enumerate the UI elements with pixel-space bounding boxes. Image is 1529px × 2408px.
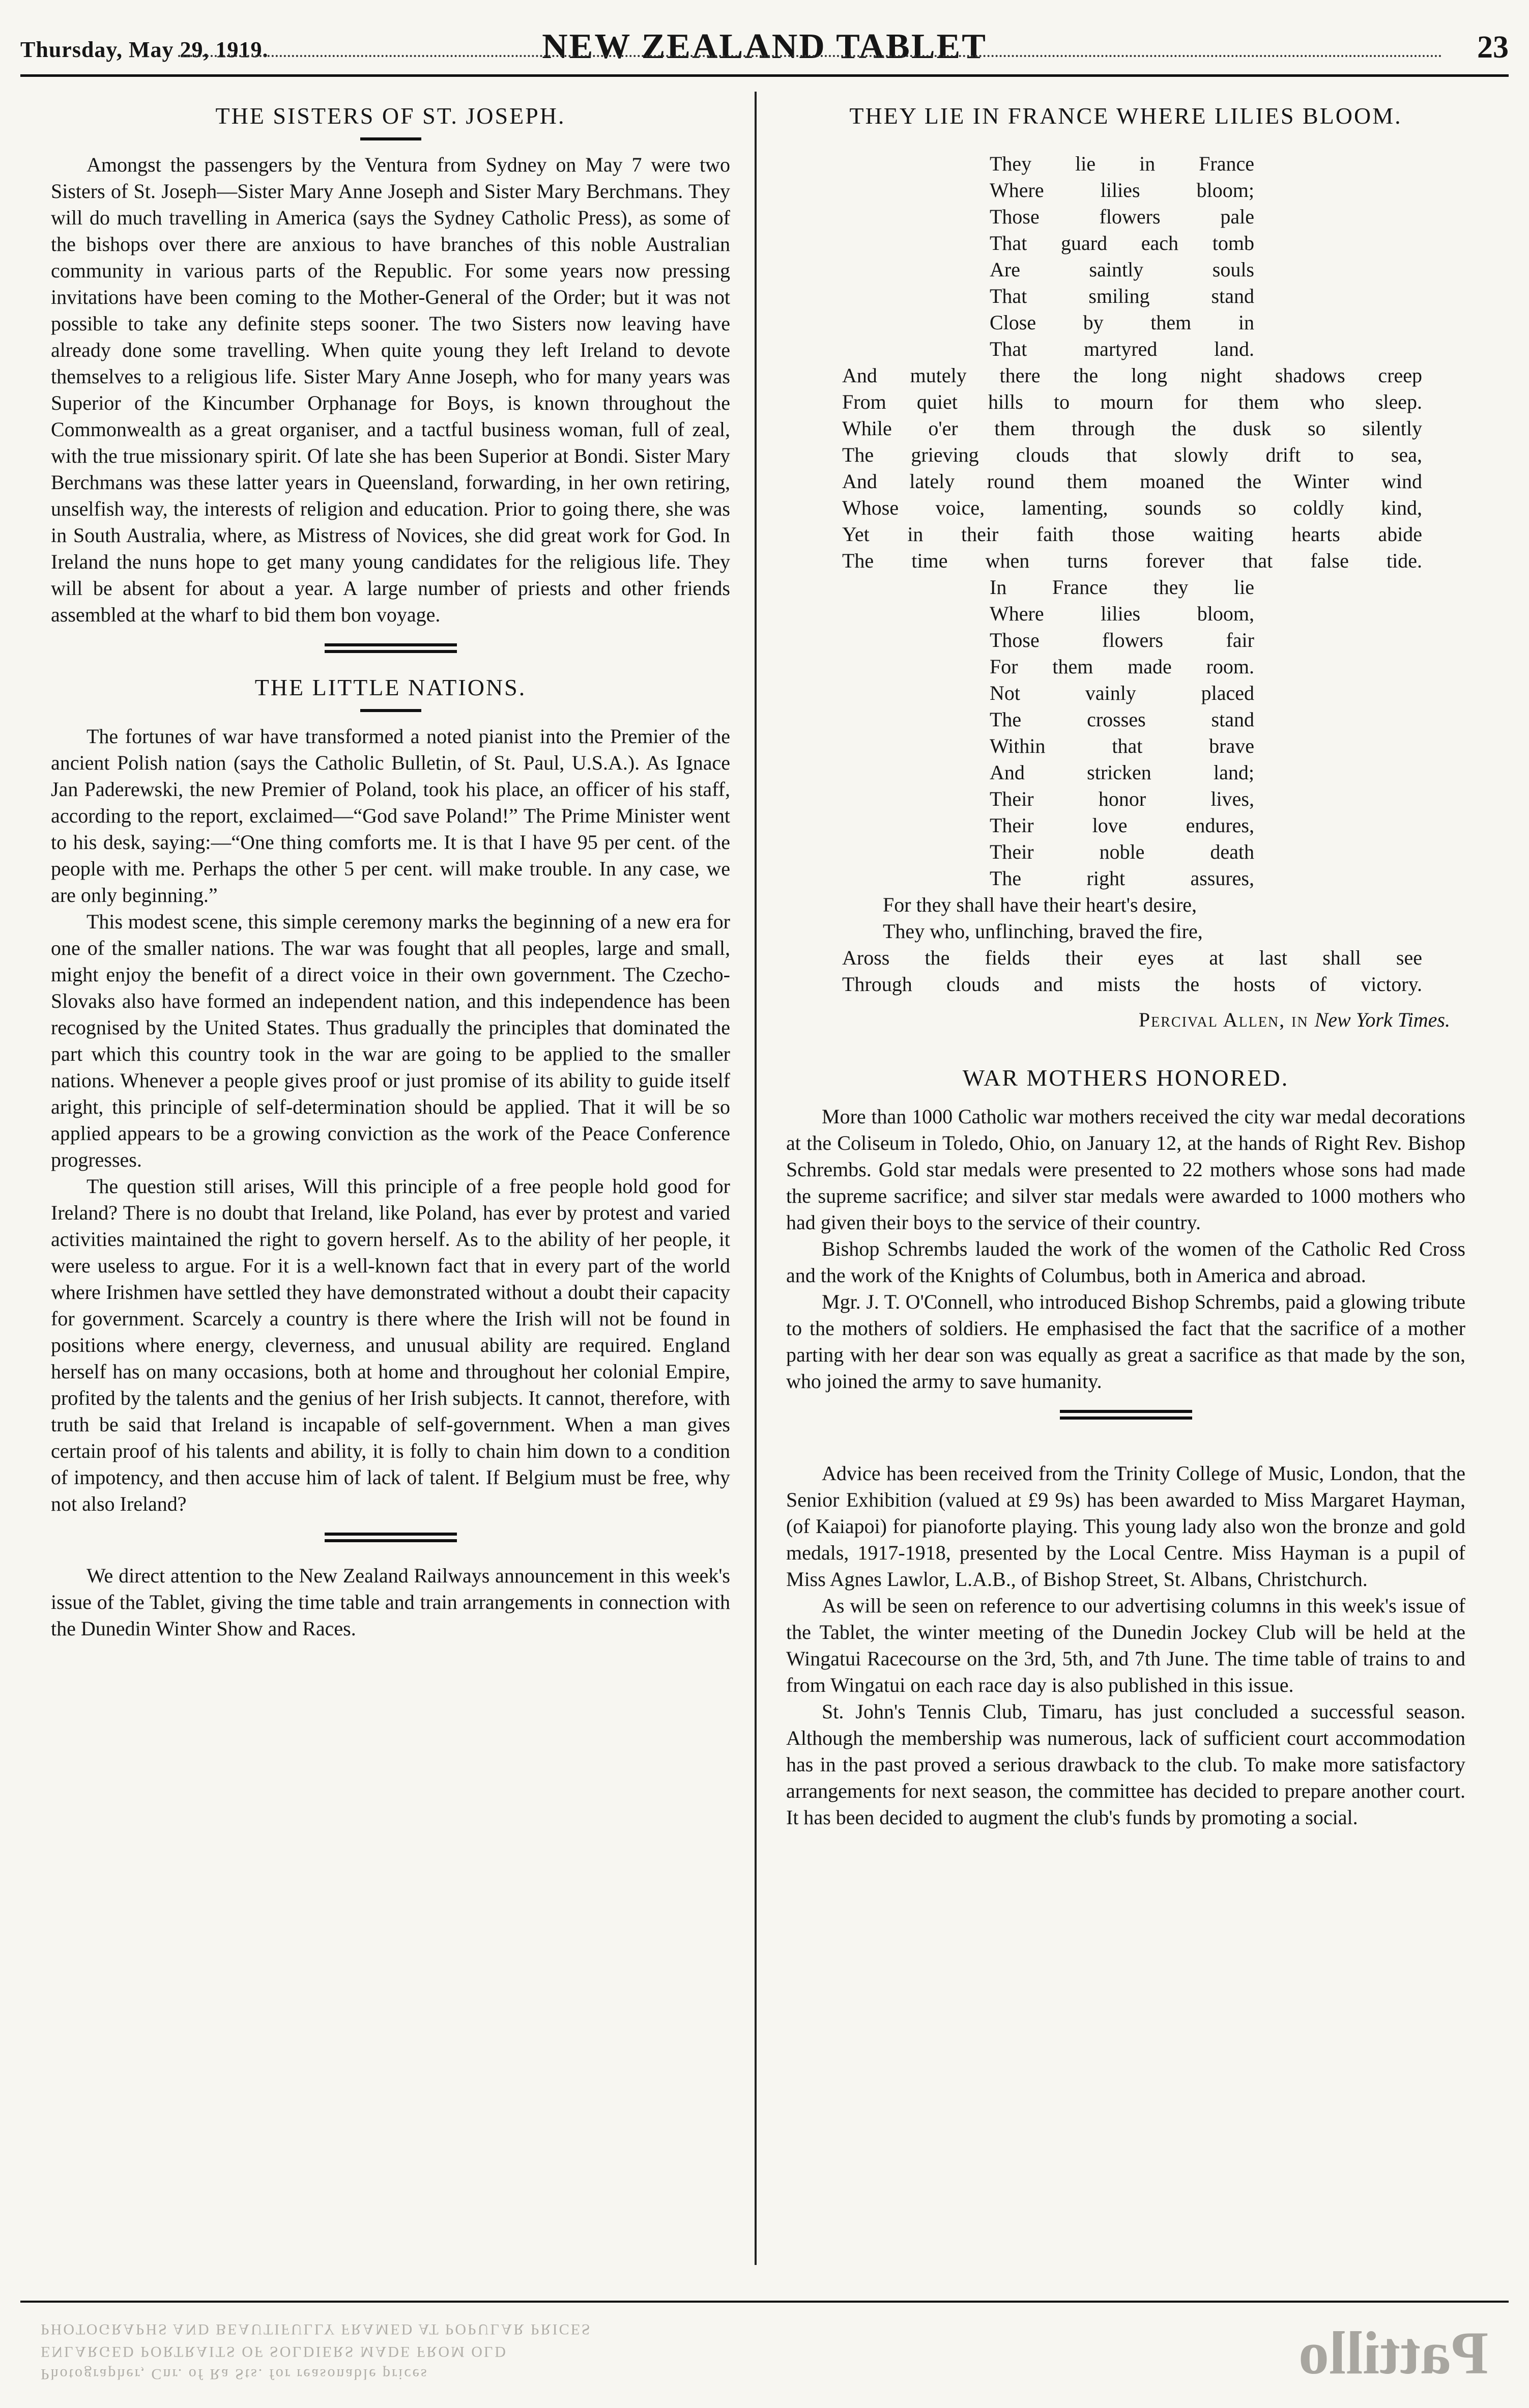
- poem-title: THEY LIE IN FRANCE WHERE LILIES BLOOM.: [849, 103, 1402, 129]
- poem-line: That guard each tomb: [990, 232, 1254, 254]
- poem-line: Where lilies bloom,: [990, 602, 1254, 625]
- header-date: Thursday, May 29, 1919.: [20, 37, 269, 62]
- poem-author: Percival Allen, in: [1138, 1008, 1309, 1031]
- masthead-title: NEW ZEALAND TABLET: [542, 27, 987, 66]
- left-column: [51, 102, 730, 1642]
- section-separator: [325, 643, 457, 653]
- poem-stanza-3: [990, 574, 1254, 892]
- page-number: 23: [1477, 30, 1509, 65]
- column-divider: [755, 92, 757, 2265]
- bleed-through-advertisement: [20, 2301, 1509, 2394]
- poem-line: For they shall have their heart's desire,: [883, 893, 1197, 916]
- article-paragraph: More than 1000 Catholic war mothers received the city war medal decorations at the Coliseum in Toledo, Ohio, on January 12, at the hands of Right Rev. Bishop Schrembs. Gold star medals were presented to 22 mothers whose sons had made the supreme sacrifice; and silver star medals were awarded to 1000 mothers who had given their boys to the service of their country.: [786, 1105, 1465, 1234]
- poem-line: Those flowers pale: [990, 205, 1254, 228]
- poem-line: Yet in their faith those waiting hearts abide: [842, 523, 1422, 546]
- article-paragraph: Bishop Schrembs lauded the work of the women of the Catholic Red Cross and the work of the Knights of Columbus, both in America and abroad.: [786, 1237, 1465, 1287]
- poem-line: Whose voice, lamenting, sounds so coldly kind,: [842, 496, 1422, 519]
- article-paragraph: We direct attention to the New Zealand Railways announcement in this week's issue of the Tablet, giving the time table and train arrangements in connection with the Dunedin Winter Show and Races.: [51, 1564, 730, 1640]
- poem-line: Are saintly souls: [990, 258, 1254, 281]
- poem-line: Close by them in: [990, 311, 1254, 334]
- article-paragraph: The question still arises, Will this principle of a free people hold good for Ireland? There is no doubt that Ireland, like Poland, has ever by protest and varied activities maintained the right to govern herself. As to the ability of her people, it were useless to argue. For it is a well-known fact that in every part of the world where Irishmen have settled they have demonstrated without a doubt their capacity for government. Scarcely a country is there where the Irish will not be found in positions where energy, cleverness, and unusual ability are required. England herself has on many occasions, both at home and throughout her colonial Empire, profited by the talents and the genius of her Irish subjects. It cannot, therefore, with truth be said that Ireland is incapable of self-government. When a man gives certain proof of his talents and ability, it is folly to chain him down to a condition of impotency, and then accuse him of lack of talent. If Belgium must be free, why not also Ireland?: [51, 1175, 730, 1515]
- article-paragraph: Advice has been received from the Trinity College of Music, London, that the Senior Exhibition (valued at £9 9s) has been awarded to Miss Margaret Hayman, (of Kaiapoi) for pianoforte playing. This young lady also won the bronze and gold medals, 1917-1918, presented by the Local Centre. Miss Hayman is a pupil of Miss Agnes Lawlor, L.A.B., of Bishop Street, St. Albans, Christchurch.: [786, 1462, 1465, 1591]
- article-little-nations: [51, 673, 730, 1517]
- poem-line: Through clouds and mists the hosts of victory.: [842, 973, 1422, 996]
- advertisement-line: PHOTOGRAPHS AND BEAUTIFULLY FRAMED AT POPULAR PRICES: [41, 2321, 592, 2338]
- poem-line: That martyred land.: [990, 337, 1254, 360]
- section-separator: [1060, 1410, 1192, 1420]
- article-paragraph: St. John's Tennis Club, Timaru, has just concluded a successful season. Although the membership was numerous, lack of sufficient court accommodation has in the past proved a serious drawback to the club. To make more satisfactory arrangements for next season, the committee has decided to prepare another court. It has been decided to augment the club's funds by promoting a social.: [786, 1700, 1465, 1829]
- article-railways-notice: [51, 1563, 730, 1642]
- header-rule: [20, 74, 1509, 77]
- poem-line: They lie in France: [990, 152, 1254, 175]
- article-war-mothers-honored: [786, 1064, 1465, 1395]
- poem-they-lie-in-france: [786, 102, 1465, 1033]
- poem-line: The grieving clouds that slowly drift to sea,: [842, 443, 1422, 466]
- right-column: [786, 102, 1465, 1831]
- advertisement-brand: Pattillo: [1298, 2319, 1488, 2387]
- poem-line: Aross the fields their eyes at last shall see: [842, 946, 1422, 969]
- article-paragraph: This modest scene, this simple ceremony marks the beginning of a new era for one of the smaller nations. The war was fought that all peoples, large and small, might enjoy the benefit of a direct voice in their own government. The Czecho-Slovaks also have formed an independent nation, and this independence has been recognised by the United States. Thus gradually the principles that dominated the part which this country took in the war are going to be applied to the smaller nations. Whenever a people gives proof or just promise of its ability to guide itself aright, this principle of self-determination should be applied. That it will be so applied appears to be a growing conviction as the work of the Peace Conference progresses.: [51, 910, 730, 1171]
- poem-stanza-2: [786, 362, 1422, 574]
- advertisement-text: [41, 2318, 1160, 2385]
- advertisement-line: Photographer, Cnr. of Ra Sts. for reasonable prices: [41, 2366, 428, 2383]
- article-paragraph: As will be seen on reference to our advertising columns in this week's issue of the Tablet, the winter meeting of the Dunedin Jockey Club will be held at the Wingatui Racecourse on the 3rd, 5th, and 7th June. The time table of trains to and from Wingatui on each race day is also published in this issue.: [786, 1594, 1465, 1696]
- article-title: THE LITTLE NATIONS.: [254, 674, 527, 700]
- article-local-notes: [786, 1460, 1465, 1831]
- poem-line: And lately round them moaned the Winter wind: [842, 470, 1422, 493]
- poem-attribution: [786, 1007, 1465, 1033]
- poem-line: Their love endures,: [990, 814, 1254, 837]
- section-gap: [786, 1033, 1465, 1064]
- article-paragraph: Mgr. J. T. O'Connell, who introduced Bishop Schrembs, paid a glowing tribute to the mothers of soldiers. He emphasised the fact that the sacrifice of a mother parting with her dear son was equally as great a sacrifice as that made by the son, who joined the army to save humanity.: [786, 1290, 1465, 1393]
- poem-line: The time when turns forever that false tide.: [842, 549, 1422, 572]
- article-title: WAR MOTHERS HONORED.: [962, 1065, 1289, 1091]
- poem-line: The right assures,: [990, 867, 1254, 890]
- poem-line: From quiet hills to mourn for them who sleep.: [842, 390, 1422, 413]
- article-title: THE SISTERS OF ST. JOSEPH.: [215, 103, 566, 129]
- poem-stanza-1: [990, 151, 1254, 362]
- poem-line: While o'er them through the dusk so silently: [842, 417, 1422, 440]
- article-paragraph: The fortunes of war have transformed a noted pianist into the Premier of the ancient Polish nation (says the Catholic Bulletin, of St. Paul, U.S.A.). As Ignace Jan Paderewski, the new Premier of Poland, took his place, an officer of his staff, according to the report, exclaimed—“God save Poland!” The Prime Minister went to his desk, saying:—“One thing comforts me. It is that I have 95 per cent. of the people with me. Perhaps the other 5 per cent. will make trouble. In any case, we are only beginning.”: [51, 725, 730, 906]
- poem-line: And mutely there the long night shadows creep: [842, 364, 1422, 387]
- page-header: [20, 25, 1509, 76]
- poem-stanza-4: [786, 892, 1422, 998]
- poem-source: New York Times.: [1314, 1008, 1450, 1031]
- poem-line: And stricken land;: [990, 761, 1254, 784]
- poem-line: In France they lie: [990, 576, 1254, 599]
- poem-line: Within that brave: [990, 734, 1254, 757]
- poem-line: Where lilies bloom;: [990, 179, 1254, 202]
- poem-line: Their honor lives,: [990, 787, 1254, 810]
- poem-line: Not vainly placed: [990, 682, 1254, 704]
- article-sisters-of-st-joseph: [51, 102, 730, 628]
- poem-line: For them made room.: [990, 655, 1254, 678]
- section-separator: [325, 1533, 457, 1542]
- title-rule: [360, 137, 421, 140]
- poem-line: Those flowers fair: [990, 629, 1254, 651]
- title-rule: [360, 709, 421, 712]
- poem-line: They who, unflinching, braved the fire,: [883, 920, 1203, 943]
- poem-line: Their noble death: [990, 840, 1254, 863]
- poem-line: The crosses stand: [990, 708, 1254, 731]
- article-paragraph: Amongst the passengers by the Ventura from Sydney on May 7 were two Sisters of St. Joseph—Sister Mary Anne Joseph and Sister Mary Berchmans. They will do much travelling in America (says the Sydney Catholic Press), as some of the bishops over there are anxious to have branches of this noble Australian community in various parts of the Republic. For some years now pressing invitations have been coming to the Mother-General of the Order; but it was not possible to take any definite steps sooner. The two Sisters now leaving have already done some travelling. When quite young they left Ireland to devote themselves to a religious life. Sister Mary Anne Joseph, who for many years was Superior of the Kincumber Orphanage for Boys, is known throughout the Commonwealth as a great organiser, and a tactful business woman, full of zeal, with the true missionary spirit. Of late she has been Superior at Bondi. Sister Mary Berchmans was these latter years in Queensland, forwarding, in her own retiring, unselfish way, the interests of religion and education. Prior to going there, she was in South Australia, where, as Mistress of Novices, she did great work for God. In Ireland the nuns hope to get many young candidates for the religious life. They will be absent for about a year. A large number of priests and other friends assembled at the wharf to bid them bon voyage.: [51, 153, 730, 626]
- advertisement-line: ENLARGED PORTRAITS OF SOLDIERS MADE FROM OLD: [41, 2343, 507, 2360]
- poem-line: That smiling stand: [990, 285, 1254, 307]
- header-dotted-leader: [178, 55, 1443, 57]
